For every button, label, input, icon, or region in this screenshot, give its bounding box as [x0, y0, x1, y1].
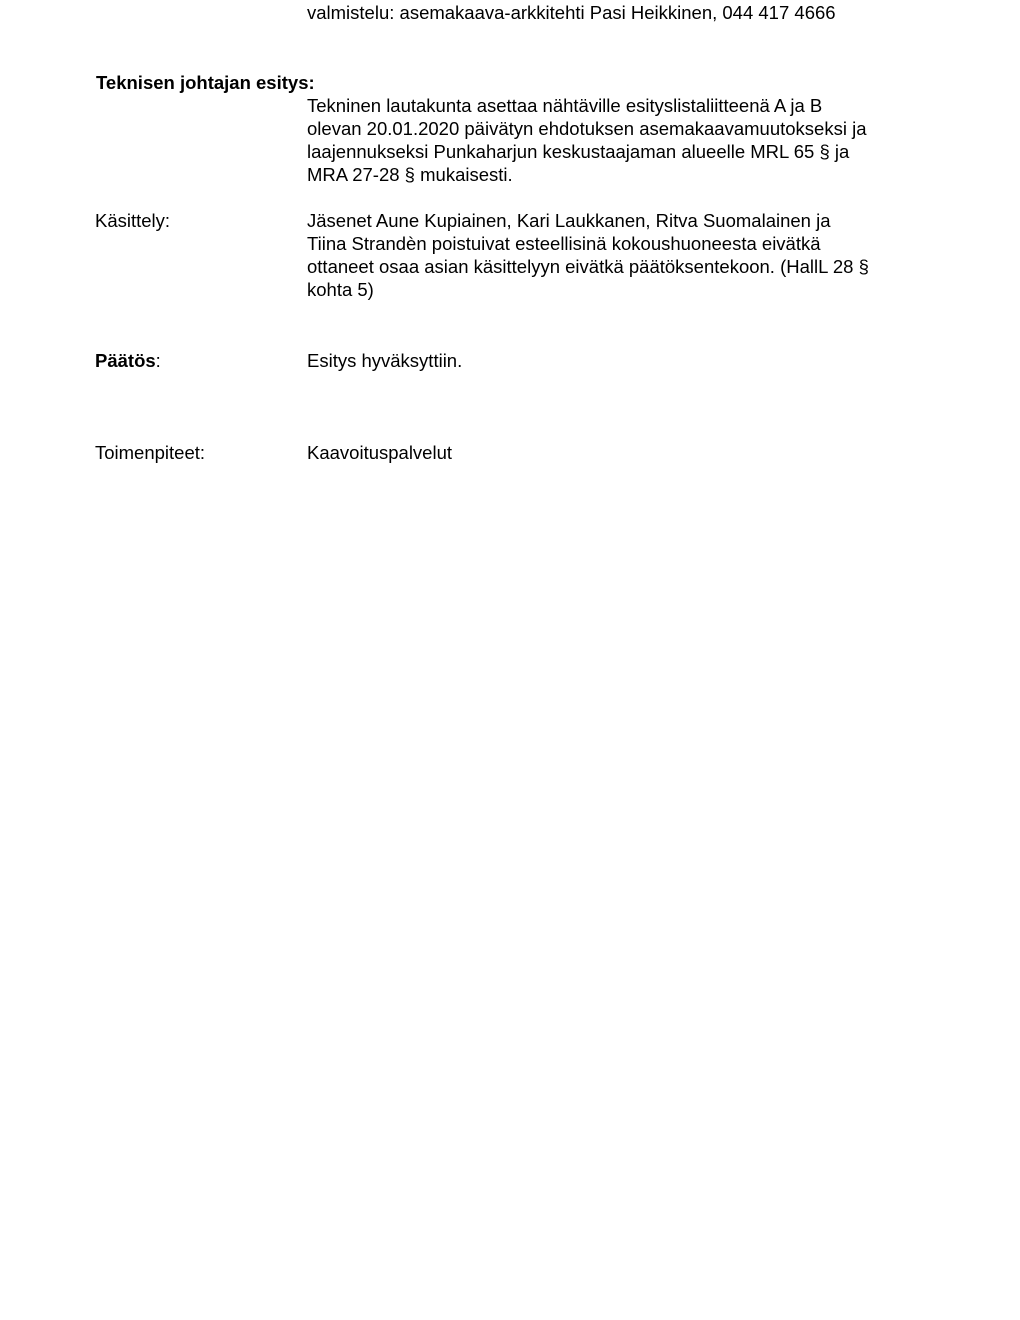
proposal-heading: Teknisen johtajan esitys:	[96, 72, 315, 93]
decision-label: Päätös	[95, 350, 156, 371]
decision-text: Esitys hyväksyttiin.	[307, 350, 463, 371]
decision-label-wrap	[95, 349, 161, 372]
actions-text: Kaavoituspalvelut	[307, 442, 453, 463]
preparation-line: valmistelu: asemakaava-arkkitehti Pasi Heikkinen, 044 417 4666	[307, 2, 836, 23]
actions-label: Toimenpiteet:	[95, 442, 206, 463]
proposal-line: MRA 27-28 § mukaisesti.	[307, 164, 513, 185]
proposal-line: olevan 20.01.2020 päivätyn ehdotuksen asemakaavamuutokseksi ja	[307, 118, 867, 139]
handling-text	[307, 209, 947, 301]
decision-label-colon: :	[155, 350, 161, 371]
handling-line: kohta 5)	[307, 279, 374, 300]
handling-line: ottaneet osaa asian käsittelyyn eivätkä päätöksentekoon. (HallL 28 §	[307, 256, 869, 277]
handling-label: Käsittely:	[95, 210, 171, 231]
handling-line: Jäsenet Aune Kupiainen, Kari Laukkanen, Ritva Suomalainen ja	[307, 210, 831, 231]
proposal-text	[307, 94, 947, 186]
proposal-line: Tekninen lautakunta asettaa nähtäville esityslistaliitteenä A ja B	[307, 95, 823, 116]
handling-line: Tiina Strandèn poistuivat esteellisinä kokoushuoneesta eivätkä	[307, 233, 821, 254]
proposal-line: laajennukseksi Punkaharjun keskustaajaman alueelle MRL 65 § ja	[307, 141, 850, 162]
